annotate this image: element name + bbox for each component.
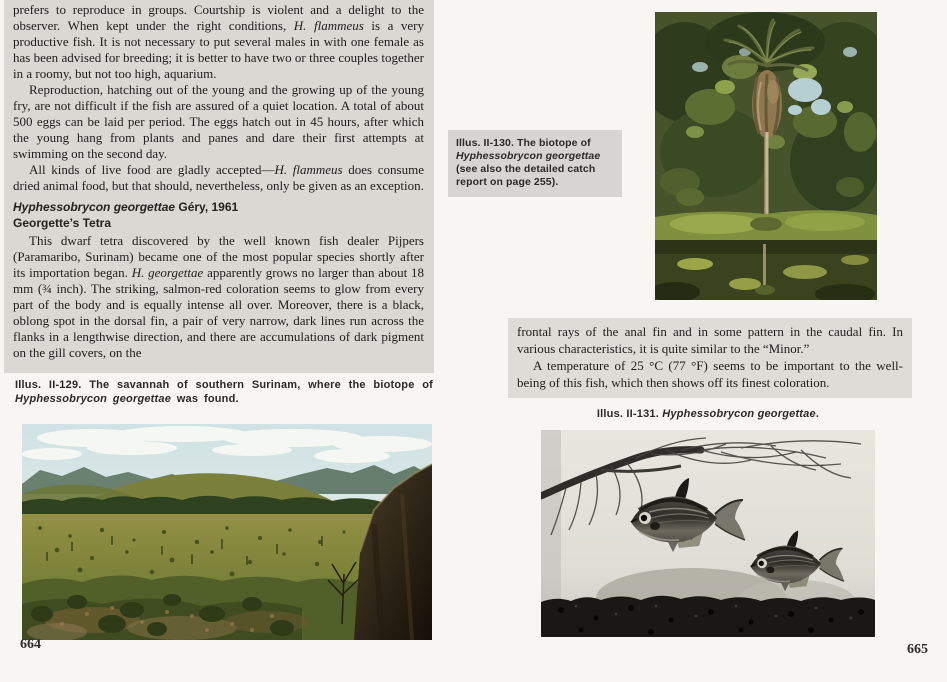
caption-illus-131 [541, 408, 875, 421]
palm-biotope-photo [655, 12, 877, 300]
paragraph-reproduction: Reproduction, hatching out of the young and the growing up of the young fry, are not difficult if the fish are assured of a quiet location. A total of about 500 eggs can be laid per period. The eggs hatch out in 45 hours, after which the young hang from plants and panes and dare their first attempts at swimming on the second day. [13, 82, 424, 161]
paragraph-georgettae-description [13, 233, 424, 361]
text-segment: All kinds of live food are gladly accepted— [29, 162, 275, 177]
species-name-italic: Hyphessobrycon georgettae [13, 200, 176, 214]
paragraph-food [13, 162, 424, 194]
text-segment: . [815, 408, 820, 420]
text-segment: does consume dried animal food, but that should, nevertheless, only be given as an exception. [13, 162, 424, 193]
fish-photo-image [541, 430, 875, 637]
common-name-heading: Georgette’s Tetra [13, 216, 112, 230]
species-name-italic: H. flammeus [293, 18, 364, 33]
text-segment: (see also the detailed catch report on page 255). [456, 163, 596, 188]
paragraph-temperature: A temperature of 25 °C (77 °F) seems to be important to the well-being of this fish, which then shows off its finest coloration. [517, 358, 903, 390]
savannah-photo [22, 424, 432, 640]
text-segment: was found. [171, 393, 239, 405]
left-text-column [4, 0, 434, 373]
caption-illus-130 [448, 130, 622, 197]
text-segment: This dwarf tetra discovered by the well known fish dealer Pijpers (Paramaribo, Surinam) became one of the most popular species shortly after its importation began. [13, 233, 424, 280]
author-year: Géry, 1961 [175, 200, 239, 214]
text-segment: Illus. II-130. The biotope of [456, 137, 591, 149]
fish-photo [541, 430, 875, 637]
species-name-italic: H. flammeus [274, 162, 343, 177]
page-number-right: 665 [907, 642, 928, 657]
palm-biotope-photo-image [655, 12, 877, 300]
page-number-left: 664 [20, 637, 41, 652]
text-segment: is a very productive fish. It is not necessary to put several males in with one female as has been advised for breeding; it is better to have two or three couples together in a roomy, but not too high, aquarium. [13, 18, 425, 81]
right-text-column [508, 318, 912, 398]
species-name-italic: H. georgettae [131, 265, 204, 280]
text-segment: Illus. II-129. The savannah of southern Surinam, where the biotope of [15, 379, 433, 391]
caption-illus-129 [15, 378, 433, 406]
paragraph-flammeus-breeding [13, 2, 424, 82]
species-heading [13, 200, 424, 214]
text-segment: apparently grows no larger than about 18 mm (¾ inch). The striking, salmon-red coloration seems to glow from every part of the body and is equally intense all over. Moreover, there is a black, oblong spot in the dorsal fin, a pair of very narrow, dark lines run across the flanks in a lengthwise direction, and there are accumulations of dark pigment on the gill covers, on the [13, 265, 425, 360]
species-name-italic: Hyphessobrycon georgettae [662, 408, 816, 420]
text-segment: Illus. II-131. [596, 408, 663, 420]
savannah-photo-image [22, 424, 432, 640]
paragraph-fins: frontal rays of the anal fin and in some pattern in the caudal fin. In various characteristics, it is quite similar to the “Minor.” [517, 324, 903, 356]
text-segment: prefers to reproduce in groups. Courtship is violent and a delight to the observer. When kept under the right conditions, [13, 2, 424, 33]
species-name-italic: Hyphessobrycon georgettae [456, 150, 601, 162]
species-name-italic: Hyphessobrycon georgettae [15, 393, 172, 405]
